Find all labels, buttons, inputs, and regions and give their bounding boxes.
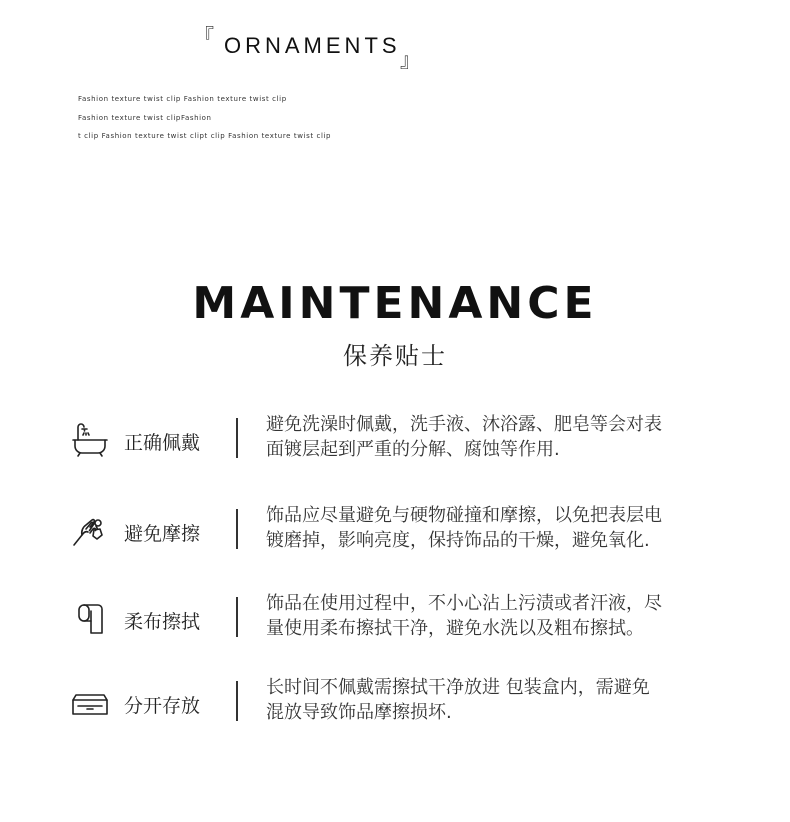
subtitle-line-2: Fashion texture twist clipFashion	[78, 114, 212, 122]
subtitle-line-3: t clip Fashion texture twist clipt clip Fashion texture twist clip	[78, 132, 332, 140]
tip-row-friction	[0, 503, 790, 563]
hand-pendant-icon	[70, 511, 110, 551]
maintenance-title: MAINTENANCE	[192, 278, 598, 329]
divider	[236, 418, 238, 458]
divider	[236, 509, 238, 549]
tip-label: 正确佩戴	[124, 432, 201, 454]
subtitle-line-1: Fashion texture twist clip Fashion texture twist clip	[78, 95, 287, 103]
tip-label: 避免摩擦	[124, 523, 201, 545]
tip-label: 柔布擦拭	[124, 611, 201, 633]
tip-description: 长时间不佩戴需擦拭干净放进 包装盒内，需避免 混放导致饰品摩擦损坏.	[266, 677, 650, 723]
bracket-close: 』	[400, 48, 420, 72]
bracket-open: 『	[194, 24, 214, 48]
maintenance-subtitle: 保养贴士	[343, 342, 447, 370]
ornaments-heading: ORNAMENTS	[224, 33, 401, 58]
divider	[236, 597, 238, 637]
divider	[236, 681, 238, 721]
tip-row-storage	[0, 675, 790, 735]
tip-row-cloth	[0, 591, 790, 651]
tissue-roll-icon	[70, 599, 110, 639]
bathtub-icon	[70, 420, 110, 460]
tip-description: 避免洗澡时佩戴，洗手液、沐浴露、肥皂等会对表 面镀层起到严重的分解、腐蚀等作用.	[266, 414, 662, 460]
tip-description: 饰品在使用过程中，不小心沾上污渍或者汗液，尽 量使用柔布擦拭干净，避免水洗以及粗布擦拭。	[266, 593, 662, 639]
tip-label: 分开存放	[124, 695, 201, 717]
storage-box-icon	[70, 683, 110, 723]
tip-description: 饰品应尽量避免与硬物碰撞和摩擦，以免把表层电 镀磨掉，影响亮度，保持饰品的干燥，避免氧化.	[266, 505, 662, 551]
tip-row-wear	[0, 412, 790, 472]
